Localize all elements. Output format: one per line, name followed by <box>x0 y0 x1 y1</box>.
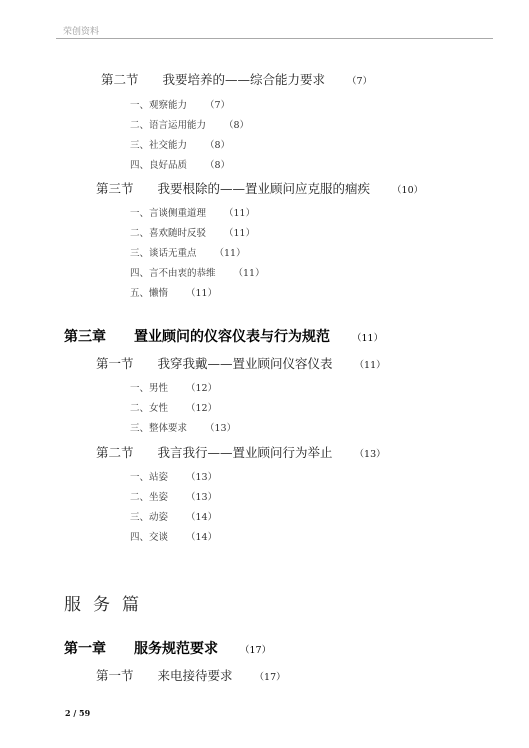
toc-chapter-number: 第三章 <box>64 329 106 345</box>
toc-section-title: 我言我行——置业顾问行为举止 <box>157 445 333 460</box>
toc-chapter-title: 服务规范要求 <box>134 641 218 657</box>
toc-item[interactable] <box>130 157 230 171</box>
toc-item-title: 四、言不由衷的恭维 <box>130 268 216 279</box>
toc-page-number: （12） <box>186 383 218 394</box>
toc-page-number: （11） <box>224 208 256 219</box>
toc-item-title: 一、站姿 <box>130 472 169 483</box>
toc-page-number: （7） <box>205 100 231 111</box>
header-label: 荣创资料 <box>63 27 100 37</box>
toc-item[interactable] <box>130 469 217 483</box>
toc-section[interactable] <box>96 666 286 684</box>
toc-section-number: 第二节 <box>101 72 139 87</box>
toc-page-number: （13） <box>186 472 218 483</box>
toc-page-number: （8） <box>205 160 231 171</box>
toc-section-number: 第一节 <box>96 356 134 371</box>
toc-item-title: 三、社交能力 <box>130 140 188 151</box>
toc-item-title: 四、交谈 <box>130 532 169 543</box>
toc-section-title: 我穿我戴——置业顾问仪容仪表 <box>157 356 333 371</box>
toc-section-number: 第二节 <box>96 445 134 460</box>
page-number-footer: 2 / 59 <box>65 708 91 718</box>
toc-item[interactable] <box>130 285 217 299</box>
toc-section[interactable] <box>96 354 386 372</box>
toc-page-number: （14） <box>186 532 218 543</box>
toc-page-number: （7） <box>347 76 373 87</box>
toc-item[interactable] <box>130 420 236 434</box>
toc-section-title: 我要培养的——综合能力要求 <box>162 72 326 87</box>
toc-page-number: （11） <box>224 228 256 239</box>
toc-item[interactable] <box>130 97 230 111</box>
toc-item[interactable] <box>130 380 217 394</box>
toc-item-title: 三、动姿 <box>130 512 169 523</box>
toc-page-number: （11） <box>186 288 218 299</box>
toc-section-title: 我要根除的——置业顾问应克服的痼疾 <box>157 181 371 196</box>
toc-page-number: （14） <box>186 512 218 523</box>
toc-item-title: 二、语言运用能力 <box>130 120 207 131</box>
toc-page-number: （12） <box>186 403 218 414</box>
toc-item[interactable] <box>130 205 255 219</box>
toc-item[interactable] <box>130 489 217 503</box>
toc-page-number: （13） <box>354 449 386 460</box>
toc-page-number: （11） <box>352 333 384 344</box>
toc-page-number: （11） <box>233 268 265 279</box>
toc-page-number: （17） <box>240 645 272 656</box>
toc-section-number: 第一节 <box>96 668 134 683</box>
toc-chapter[interactable] <box>64 638 271 658</box>
toc-chapter[interactable] <box>64 326 383 346</box>
toc-item[interactable] <box>130 400 217 414</box>
toc-item[interactable] <box>130 529 217 543</box>
toc-page-number: （13） <box>205 423 237 434</box>
toc-page-number: （11） <box>214 248 246 259</box>
toc-page-number: （17） <box>254 672 286 683</box>
toc-part-heading[interactable]: 服务篇 <box>64 595 151 615</box>
toc-chapter-title: 置业顾问的仪容仪表与行为规范 <box>134 329 330 345</box>
toc-item-title: 一、男性 <box>130 383 169 394</box>
toc-section-title: 来电接待要求 <box>157 668 233 683</box>
toc-chapter-number: 第一章 <box>64 641 106 657</box>
toc-item[interactable] <box>130 117 249 131</box>
toc-item-title: 三、谈话无重点 <box>130 248 197 259</box>
header-rule <box>56 38 493 39</box>
toc-section-number: 第三节 <box>96 181 134 196</box>
toc-item-title: 二、女性 <box>130 403 169 414</box>
toc-item-title: 三、整体要求 <box>130 423 188 434</box>
toc-item[interactable] <box>130 265 265 279</box>
toc-section[interactable] <box>96 443 386 461</box>
toc-page-number: （8） <box>205 140 231 151</box>
toc-page-number: （11） <box>354 360 386 371</box>
toc-item[interactable] <box>130 225 255 239</box>
toc-page-number: （8） <box>224 120 250 131</box>
toc-item-title: 二、喜欢随时反驳 <box>130 228 207 239</box>
toc-item-title: 一、言谈侧重道理 <box>130 208 207 219</box>
toc-section[interactable] <box>96 179 423 197</box>
toc-item-title: 一、观察能力 <box>130 100 188 111</box>
toc-item[interactable] <box>130 245 246 259</box>
toc-item-title: 五、懒惰 <box>130 288 169 299</box>
toc-item[interactable] <box>130 137 230 151</box>
toc-page-number: （13） <box>186 492 218 503</box>
toc-page-number: （10） <box>392 185 424 196</box>
toc-item[interactable] <box>130 509 217 523</box>
toc-item-title: 二、坐姿 <box>130 492 169 503</box>
toc-section[interactable] <box>101 70 372 88</box>
toc-item-title: 四、良好品质 <box>130 160 188 171</box>
